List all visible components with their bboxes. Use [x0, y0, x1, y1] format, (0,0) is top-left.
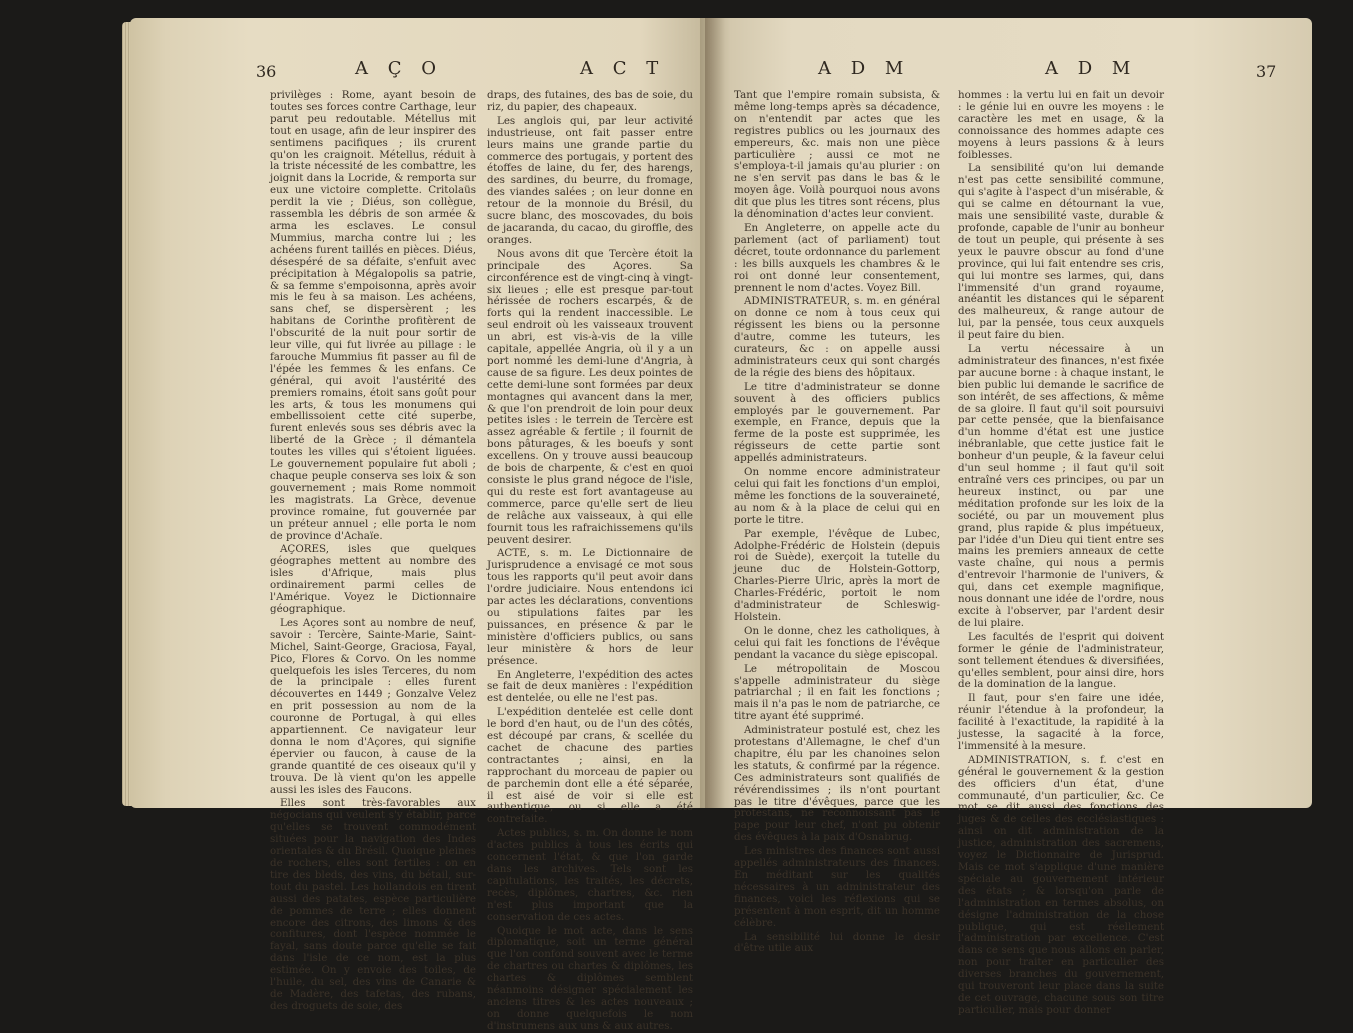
paragraph: Il faut, pour s'en faire une idée, réunir l'étendue à la profondeur, la facilité à l'exactitude, la rapidité à la justesse, la sagacité à la force, l'immensité à la mesure.: [958, 692, 1164, 752]
paragraph: ADMINISTRATEUR, s. m. en général on donne ce nom à tous ceux qui régissent les biens ou la personne d'autre, comme les tuteurs, les curateurs, &c : on appelle aussi administrateurs ceux qui sont chargés de la régie des biens des hôpitaux.: [734, 295, 940, 379]
paragraph: On nomme encore administrateur celui qui fait les fonctions d'un emploi, même les fonctions de la souveraineté, au nom & à la place de celui qui en porte le titre.: [734, 466, 940, 526]
paragraph: AÇORES, isles que quelques géographes mettent au nombre des isles d'Afrique, mais plus ordinairement parmi celles de l'Amérique. Voyez le Dictionnaire géographique.: [270, 543, 476, 615]
paragraph: La sensibilité lui donne le desir d'être utile aux: [734, 930, 940, 955]
running-header-left-a: A Ç O: [355, 58, 443, 79]
paragraph: hommes : la vertu lui en fait un devoir : le génie lui en ouvre les moyens : le caractère les met en usage, & la connoissance des hommes adapte ces moyens à leurs passions & à leurs foiblesses.: [958, 89, 1164, 161]
running-header-right-b: A D M: [1045, 58, 1138, 79]
left-column-1: [270, 89, 476, 1012]
paragraph: Le métropolitain de Moscou s'appelle administrateur du siège patriarchal ; il en fait les fonctions ; mais il n'a pas le nom de patriarche, ce titre ayant été supprimé.: [734, 662, 940, 723]
paragraph: Nous avons dit que Tercère étoit la principale des Açores. Sa circonférence est de vingt-cinq à vingt-six lieues ; elle est presque par-tout hérissée de rochers escarpés, & de forts qui la rendent inaccessible. Le seul endroit où les vaisseaux trouvent un abri, est vis-à-vis de la ville capitale, appellée Angria, où il y a un port nommé les demi-lune d'Angria, à cause de sa figure. Les deux pointes de cette demi-lune sont formées par deux montagnes qui avancent dans la mer, & que l'on prendroit de loin pour deux petites isles : le terrein de Tercère est assez agréable & fertile ; il fournit de bons pâturages, & les boeufs y sont excellens. On y trouve aussi beaucoup de bois de charpente, & c'est en quoi consiste le plus grand négoce de l'isle, qui du reste est fort avantageuse au commerce, parce qu'elle sert de lieu de relâche aux vaisseaux, à qui elle fournit tous les rafraichissemens qu'ils peuvent desirer.: [487, 247, 693, 546]
paragraph: La sensibilité qu'on lui demande n'est pas cette sensibilité commune, qui s'agite à l'aspect d'un misérable, & qui se calme en détournant la vue, mais une sensibilité vaste, durable & profonde, capable de l'unir au bonheur de tout un peuple, qui présente à ses yeux le pauvre obscur au fond d'une province, qui lui fait entendre ses cris, qui lui montre ses larmes, qui, dans l'immensité d'un grand royaume, anéantit les distances qui le séparent des malheureux, & range autour de lui, par la pensée, tous ceux auxquels il peut faire du bien.: [958, 162, 1164, 342]
paragraph: En Angleterre, l'expédition des actes se fait de deux manières : l'expédition est dentelée, ou elle ne l'est pas.: [487, 668, 693, 705]
left-column-2: [487, 89, 693, 1032]
paragraph: En Angleterre, on appelle acte du parlement (act of parliament) tout décret, toute ordonnance du parlement : les bills auxquels les chambres & le roi ont donné leur consentement, prennent le nom d'actes. Voyez Bill.: [734, 221, 940, 294]
paragraph: On le donne, chez les catholiques, à celui qui fait les fonctions de l'évêque pendant la vacance du siège episcopal.: [734, 624, 940, 661]
paragraph: Les Açores sont au nombre de neuf, savoir : Tercère, Sainte-Marie, Saint-Michel, Saint-George, Graciosa, Fayal, Pico, Flores & Corvo. On les nomme quelquefois les isles Terceres, du nom de la principale : elles furent découvertes en 1449 ; Gonzalve Velez en prit possession au nom de la couronne de Portugal, à qui elles appartiennent. Ce navigateur leur donna le nom d'Açores, qui signifie épervier ou faucon, à cause de la grande quantité de ces oiseaux qu'il y trouva. De là vient qu'on les appelle aussi les isles des Faucons.: [270, 616, 476, 796]
paragraph: Actes publics, s. m. On donne le nom d'actes publics à tous les écrits qui concernent l'état, & que l'on garde dans les archives. Tels sont les capitulations, les traités, les décrets, recès, diplômes, chartres, &c. rien n'est plus important que la conservation de ces actes.: [487, 827, 693, 923]
paragraph: Administrateur postulé est, chez les protestans d'Allemagne, le chef d'un chapitre, élu par les chanoines selon les statuts, & confirmé par la régence. Ces administrateurs sont qualifiés de révérendissimes ; ils n'ont pourtant pas le titre d'évêques, parce que les protestans, ne reconnoissant pas le pape pour leur chef, n'ont pu obtenir des évêques à la paix d'Osnabrug.: [734, 724, 940, 844]
paragraph: ADMINISTRATION, s. f. c'est en général le gouvernement & la gestion des officiers d'un état, d'une communauté, d'un particulier, &c. Ce mot se dit aussi des fonctions des juges & de celles des ecclésiastiques : ainsi on dit administration de la justice, administration des sacremens, voyez le Dictionnaire de Jurisprud. Mais ce mot s'applique d'une manière spéciale au gouvernement intérieur des états ; & lorsqu'on parle de l'administration en termes absolus, on désigne l'administration de la chose publique, qui est réellement l'administration par excellence. C'est dans ce sens que nous allons en parler, non pour traiter en particulier des diverses branches du gouvernement, qui trouveront leur place dans la suite de cet ouvrage, chacune sous son titre particulier, mais pour donner: [958, 753, 1164, 1016]
page-number-left: 36: [256, 62, 277, 81]
paragraph: Elles sont très-favorables aux négocians qui veulent s'y établir, parce qu'elles se trouvent commodément situées pour la navigation des Indes orientales & du Brésil. Quoique pleines de rochers, elles sont fertiles : on en tire des bleds, des vins, du bétail, sur-tout du pastel. Les hollandois en tirent aussi des patates, espèce particulière de pommes de terre ; elles donnent encore des citrons, des limons & des confitures, dont l'espèce nommée le fayal, sans doute parce qu'elle se fait dans l'isle de ce nom, est la plus estimée. On y envoie des toiles, de l'huile, du sel, des vins de Canarie & de Madère, des tafetas, des rubans, des droguets de soie, des: [270, 797, 476, 1012]
paragraph: ACTE, s. m. Le Dictionnaire de Jurisprudence a envisagé ce mot sous tous les rapports qu'il peut avoir dans l'ordre judiciaire. Nous entendons ici par actes les déclarations, conventions ou stipulations faites par les puissances, en présence & par le ministère d'officiers publics, ou sans leur ministère & hors de leur présence.: [487, 547, 693, 667]
running-header-right-a: A D M: [818, 58, 911, 79]
paragraph: draps, des futaines, des bas de soie, du riz, du papier, des chapeaux.: [487, 89, 693, 113]
book-gutter-shadow: [705, 18, 725, 808]
paragraph: Les anglois qui, par leur activité industrieuse, ont fait passer entre leurs mains une grande partie du commerce des portugais, y portent des étoffes de laine, du fer, des harengs, des sardines, du beurre, du fromage, des viandes salées ; on leur donne en retour de la monnoie du Brésil, du sucre blanc, des moscovades, du bois de jacaranda, du cacao, du giroffle, des oranges.: [487, 114, 693, 246]
paragraph: privilèges : Rome, ayant besoin de toutes ses forces contre Carthage, leur parut peu redoutable. Métellus mit tout en usage, afin de leur inspirer des sentimens pacifiques ; ils crurent qu'on les craignoit. Métellus, réduit à la triste nécessité de les combattre, les joignit dans la Locride, & remporta sur eux une victoire complette. Critolaüs perdit la vie ; Diéus, son collègue, rassembla les débris de son armée & arma les esclaves. Le consul Mummius, marcha contre lui ; les achéens furent taillés en pièces. Diéus, désespéré de sa défaite, s'enfuit avec précipitation à Mégalopolis sa patrie, & sa femme s'empoisonna, après avoir mis le feu à sa maison. Les achéens, sans chef, se dispersèrent ; les habitans de Corinthe profitèrent de l'obscurité de la nuit pour sortir de leur ville, qui fut livrée au pillage : le farouche Mummius fit passer au fil de l'épée les femmes & les enfans. Ce général, qui avoit l'austérité des premiers romains, étoit sans goût pour les arts, & tous les monumens qui embellissoient cette cité superbe, furent enlevés sous ses débris avec la liberté de la Grèce ; il démantela toutes les villes qui s'étoient liguées. Le gouvernement populaire fut aboli ; chaque peuple conserva ses loix & son gouvernement ; mais Rome nommoit les magistrats. La Grèce, devenue province romaine, fut gouvernée par un préteur annuel ; elle porta le nom de province d'Achaïe.: [270, 89, 476, 542]
running-header-left-b: A C T: [580, 58, 666, 79]
left-page: [130, 18, 730, 1032]
paragraph: La vertu nécessaire à un administrateur des finances, n'est fixée par aucune borne : à chaque instant, le bien public lui demande le sacrifice de son intérêt, de ses affections, & même de sa gloire. Il faut qu'il soit poursuivi par cette pensée, que la bienfaisance d'un homme d'état est une justice inébranlable, que cette justice fait le bonheur d'un peuple, & la faveur celui d'un seul homme ; il faut qu'il soit entraîné vers ces principes, ou par un heureux instinct, ou par une méditation profonde sur les loix de la société, ou par un mouvement plus grand, plus rapide & plus impétueux, par l'idée d'un Dieu qui tient entre ses mains les premiers anneaux de cette vaste chaîne, qui nous a permis d'entrevoir l'harmonie de l'univers, & qui, dans cet exemple magnifique, nous donnant une idée de l'ordre, nous excite à l'observer, par l'ardent desir de lui plaire.: [958, 343, 1164, 629]
right-column-1: [734, 89, 940, 955]
paragraph: Les facultés de l'esprit qui doivent former le génie de l'administrateur, sont tellement étendues & diversifiées, qu'elles semblent, pour ainsi dire, hors de la domination de la langue.: [958, 630, 1164, 691]
paragraph: Le titre d'administrateur se donne souvent à des officiers publics employés par le gouvernement. Par exemple, en France, depuis que la ferme de la poste est supprimée, les régisseurs de cette partie sont appellés administrateurs.: [734, 380, 940, 465]
paragraph: Tant que l'empire romain subsista, & même long-temps après sa décadence, on n'entendit par actes que les registres publics ou les journaux des empereurs, &c. mais non une pièce particulière ; aussi ce mot ne s'employa-t-il jamais qu'au plurier : on ne s'en servit pas dans le bas & le moyen âge. Voilà pourquoi nous avons dit que plus les titres sont récens, plus la dénomination d'actes leur convient.: [734, 89, 940, 221]
paragraph: Les ministres des finances sont aussi appellés administrateurs des finances. En méditant sur les qualités nécessaires à un administrateur des finances, voici les réflexions qui se présentent à mon esprit, dit un homme célèbre.: [734, 845, 940, 929]
paragraph: L'expédition dentelée est celle dont le bord d'en haut, ou de l'un des côtés, est découpé par crans, & scellée du cachet de chacune des parties contractantes ; ainsi, en la rapprochant du morceau de papier ou de parchemin dont elle a été séparée, il est aisé de voir si elle est authentique, ou si elle a été contrefaite.: [487, 706, 693, 826]
right-column-2: [958, 89, 1164, 1016]
paragraph: Quoique le mot acte, dans le sens diplomatique, soit un terme général que l'on confond souvent avec le terme de chartres ou chartes & diplômes, les chartes & diplômes semblent néanmoins désigner spécialement les anciens titres & les actes nouveaux ; on donne quelquefois le nom d'instrumens aux uns & aux autres.: [487, 924, 693, 1032]
page-number-right: 37: [1256, 62, 1277, 81]
right-page: [700, 18, 1312, 1016]
paragraph: Par exemple, l'évêque de Lubec, Adolphe-Frédéric de Holstein (depuis roi de Suède), exerçoit la tutelle du jeune duc de Holstein-Gottorp, Charles-Pierre Ulric, après la mort de Charles-Frédéric, portoit le nom d'administrateur de Schleswig-Holstein.: [734, 527, 940, 623]
